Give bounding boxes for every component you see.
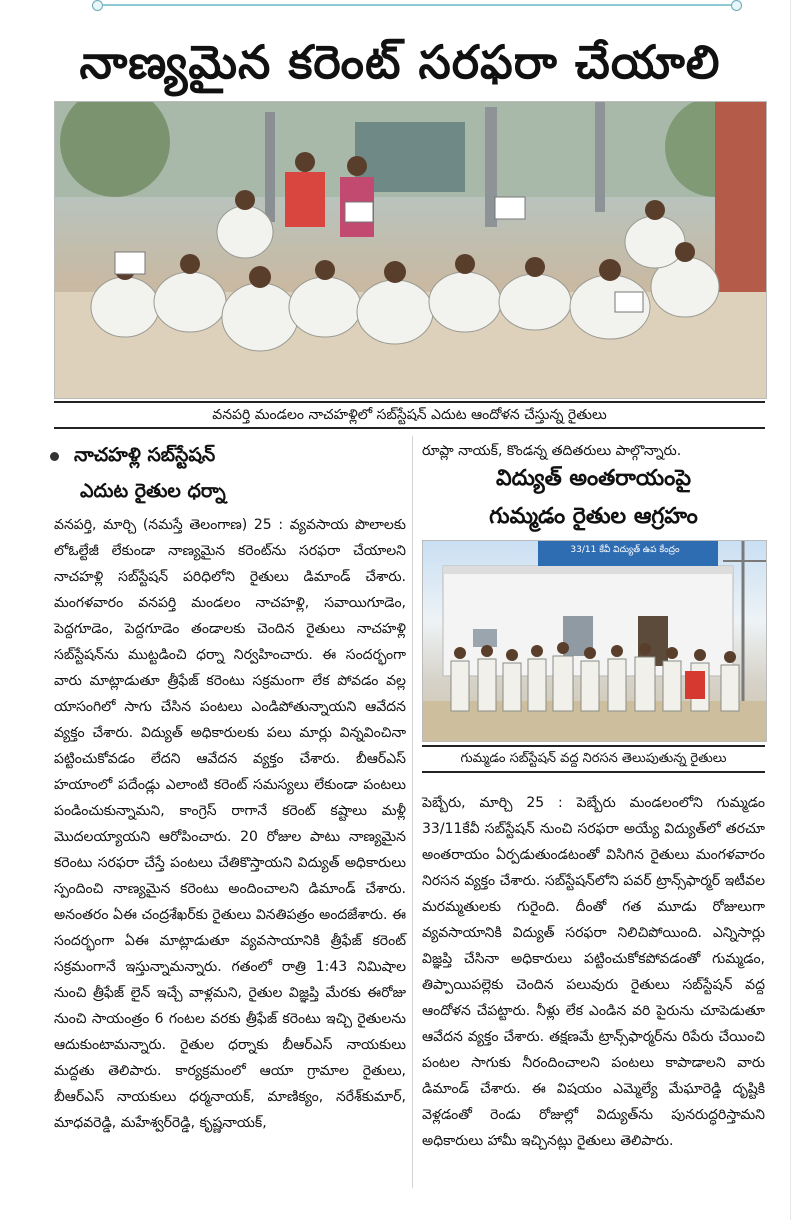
story2-body-column: [422, 790, 765, 1154]
story2-photo: [422, 540, 767, 742]
story2-subhead-line1: విద్యుత్‌ అంతరాయంపై: [496, 466, 691, 491]
story1-body-column: [54, 512, 406, 1136]
story1-subhead-line1: నాచహళ్లి సబ్‌స్టేషన్‌: [74, 444, 216, 466]
story2-subhead-line2: గుమ్మడం రైతుల ఆగ్రహం: [489, 504, 698, 529]
story2-photo-illustration: [423, 541, 766, 741]
subhead-bullet: [50, 452, 59, 461]
page-right-edge: [790, 0, 791, 1220]
story1-continuation: రూప్లా నాయక్‌, కొండన్న తదితరులు పాల్గొన్నారు.: [422, 443, 682, 459]
story1-body: వనపర్తి, మార్చి (నమస్తే తెలంగాణ) 25 : వ్యవసాయ పొలాలకు లోఓల్టేజీ లేకుండా నాణ్యమైన కరెంట్‌ను సరఫరా చేయాలని నాచహళ్లి సబ్‌స్టేషన్‌ పరిధిలోని రైతులు డిమాండ్‌ చేశారు. మంగళవారం వనపర్తి మండలం నాచహళ్లి, సవాయిగూడెం, పెద్దగూడెం, పెద్దగూడెం తండాలకు చెందిన రైతులు నాచహళ్లి సబ్‌స్టేషన్‌ను ముట్టడించి ధర్నా నిర్వహించారు. ఈ సందర్భంగా వారు మాట్లాడుతూ త్రీఫేజ్‌ కరెంటు సక్రమంగా లేక పోవడం వల్ల యాసంగిలో సాగు చేసిన పంటలు ఎండిపోతున్నాయని ఆవేదన వ్యక్తం చేశారు. విద్యుత్‌ అధికారులకు పలు మార్లు విన్నవించినా పట్టించుకోవడం లేదని ఆవేదన వ్యక్తం చేశారు. బీఆర్‌ఎస్‌ హయాంలో పదేండ్లు ఎలాంటి కరెంట్‌ సమస్యలు లేకుండా పంటలు పండించుకున్నామని, కాంగ్రెస్‌ రాగానే కరెంట్‌ కష్టాలు మళ్లీ మొదలయ్యాయని ఆరోపించారు. 20 రోజుల పాటు నాణ్యమైన కరెంటు సరఫరా చేస్తే పంటలు చేతికొస్తాయని విద్యుత్‌ అధికారులు స్పందించి నాణ్యమైన కరెంటు అందించాలని డిమాండ్‌ చేశారు. అనంతరం ఏఈ చంద్రశేఖర్‌కు రైతులు వినతిపత్రం అందజేశారు. ఈ సందర్భంగా ఏఈ మాట్లాడుతూ వ్యవసాయానికి త్రీఫేజ్‌ కరెంట్‌ సక్రమంగానే ఇస్తున్నామన్నారు. గతంలో రాత్రి 1:43 నిమిషాల నుంచి త్రీఫేజ్‌ లైన్‌ ఇచ్చే వాళ్లమని, రైతుల విజ్ఞప్తి మేరకు ఈరోజు నుంచి సాయంత్రం 6 గంటల వరకు త్రీఫేజ్‌ కరెంటు ఇచ్చి రైతులను ఆదుకుంటామన్నారు. రైతుల ధర్నాకు బీఆర్‌ఎస్‌ నాయకులు మద్దతు తెలిపారు. కార్యక్రమంలో ఆయా గ్రామాల రైతులు, బీఆర్‌ఎస్‌ నాయకులు ధర్మనాయక్‌, మాణిక్యం, నరేశ్‌కుమార్‌, మాధవరెడ్డి, మహేశ్వర్‌రెడ్డి, కృష్ణనాయక్‌,: [54, 517, 406, 1131]
substation-signboard: 33/11 కేవీ విద్యుత్‌ ఉప కేంద్రం: [570, 545, 680, 555]
main-photo: [54, 101, 767, 399]
top-line-dot-left: [92, 0, 103, 11]
column-divider: [412, 436, 413, 1188]
top-line-dot-right: [731, 0, 742, 11]
headline: నాణ్యమైన కరెంట్‌ సరఫరా చేయాలి: [79, 35, 721, 89]
story1-subhead-line2: ఎదుట రైతుల ధర్నా: [80, 480, 226, 502]
story2-body: పెబ్బేరు, మార్చి 25 : పెబ్బేరు మండలంలోని గుమ్మడం 33/11కేవీ సబ్‌స్టేషన్‌ నుంచి సరఫరా అయ్యే విద్యుత్‌లో తరచూ అంతరాయం ఏర్పడుతుండటంతో విసిగిన రైతులు మంగళవారం నిరసన వ్యక్తం చేశారు. సబ్‌స్టేషన్‌లోని పవర్‌ ట్రాన్స్‌ఫార్మర్‌ ఇటీవల మరమ్మతులకు గురైంది. దీంతో గత మూడు రోజులుగా వ్యవసాయానికి విద్యుత్‌ సరఫరా నిలిచిపోయింది. ఎన్నిసార్లు విజ్ఞప్తి చేసినా అధికారులు పట్టించుకోకపోవడంతో గుమ్మడం, తిప్పాయిపల్లెకు చెందిన పలువురు రైతులు సబ్‌స్టేషన్‌ వద్ద ఆందోళన చేపట్టారు. నీళ్లు లేక ఎండిన వరి పైరును చూపెడుతూ ఆవేదన వ్యక్తం చేశారు. తక్షణమే ట్రాన్స్‌ఫార్మర్‌ను రిపేరు చేయించి పంటల సాగుకు నీరందించాలని పంటలు కాపాడాలని వారు డిమాండ్‌ చేశారు. ఈ విషయం ఎమ్మెల్యే మేఘారెడ్డి దృష్టికి వెళ్లడంతో రెండు రోజుల్లో విద్యుత్‌ను పునరుద్ధరిస్తామని అధికారులు హామీ ఇచ్చినట్లు రైతులు తెలిపారు.: [422, 795, 765, 1149]
story2-photo-caption: గుమ్మడం సబ్‌స్టేషన్‌ వద్ద నిరసన తెలుపుతున్న రైతులు: [422, 745, 765, 773]
main-photo-illustration: [55, 102, 766, 398]
main-photo-caption: వనపర్తి మండలం నాచహళ్లిలో సబ్‌స్టేషన్‌ ఎదుట ఆందోళన చేస్తున్న రైతులు: [54, 401, 765, 429]
top-decorative-line: [96, 4, 736, 6]
